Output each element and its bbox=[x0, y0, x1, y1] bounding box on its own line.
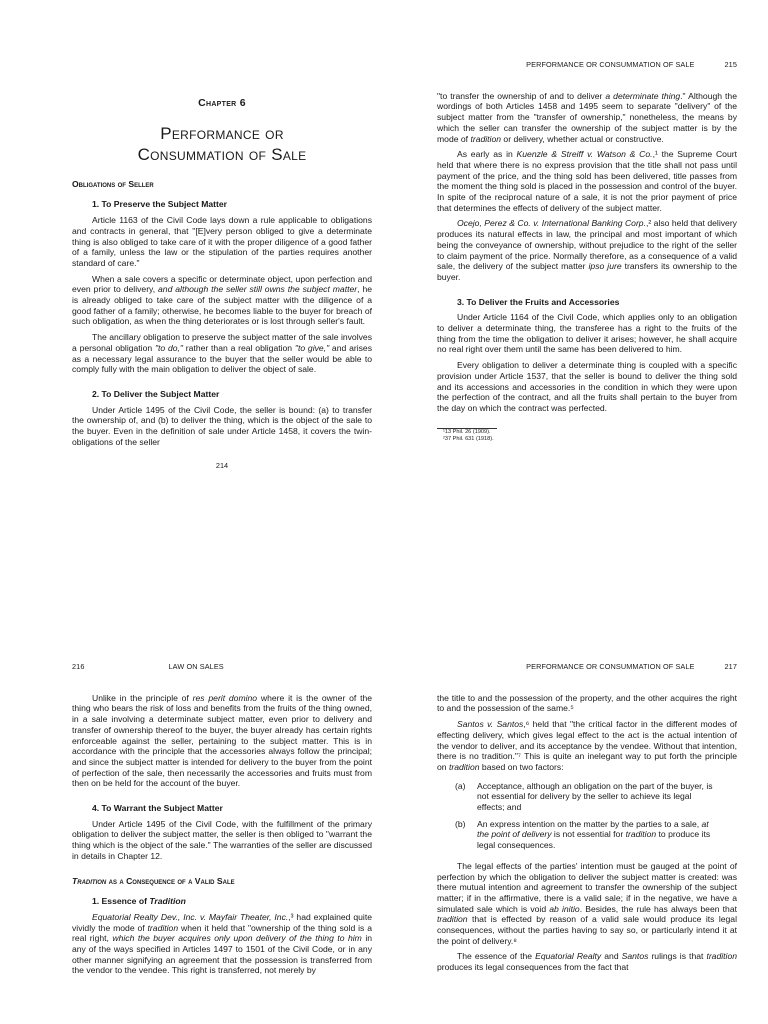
running-head-title: LAW ON SALES bbox=[168, 662, 224, 671]
list-item-text: An express intention on the matter by the parties to a sale, at the point of delivery is not essential for tradition to produce its legal consequences. bbox=[477, 818, 711, 851]
paragraph: Under Article 1495 of the Civil Code, with the fulfillment of the primary obligation to deliver the subject matter, the seller is then obliged to "warrant the thing which is the object of the sale." The warranties of the seller are discussed in details in Chapter 12. bbox=[72, 818, 373, 861]
paragraph: Santos v. Santos,⁶ held that "the critical factor in the different modes of effecting delivery, which gives legal effect to the act is the actual intention of the vendor to deliver, and its acceptance by the vendee. Without that intention, there is no tradition."⁷ This is quite an inelegant way to put forth the principle on tradition based on two factors: bbox=[437, 719, 737, 772]
paragraph: The ancillary obligation to preserve the subject matter of the sale involves a personal obligation "to do," rather than a real obligation "to give," and arises as a necessary legal assurance to the buyer that the seller would be able to comply fully with the main obligation to deliver the object of sale. bbox=[72, 332, 372, 375]
running-head bbox=[437, 662, 737, 673]
page-214 bbox=[72, 60, 372, 472]
page-216 bbox=[72, 662, 372, 976]
paragraph: the title to and the possession of the property, and the other acquires the right to and the possession of the same.⁵ bbox=[437, 692, 737, 714]
page-number: 215 bbox=[724, 60, 737, 69]
subsection-heading: 3. To Deliver the Fruits and Accessories bbox=[457, 296, 620, 307]
subsection-heading: 4. To Warrant the Subject Matter bbox=[92, 803, 223, 814]
paragraph: Under Article 1495 of the Civil Code, the seller is bound: (a) to transfer the ownership of, and (b) to deliver the thing, which is the object of the sale to the buyer. Even in the definition of sale under Article 1458, it covers the twin-obligations of the seller bbox=[72, 404, 372, 447]
footnote: ²37 Phil. 631 (1918). bbox=[443, 435, 494, 442]
subsection-heading: 2. To Deliver the Subject Matter bbox=[92, 388, 220, 399]
subsection-heading: 1. Essence of Tradition bbox=[92, 896, 186, 907]
page-number: 217 bbox=[724, 662, 737, 671]
footnote: ¹13 Phil. 26 (1909). bbox=[443, 428, 491, 435]
paragraph: Unlike in the principle of res perit domino where it is the owner of the thing who bears the risk of loss and benefits from the fruits of the thing owned, in a sale involving a determinate subject matter, even prior to delivery and transfer of ownership thereof to the buyer, the buyer already has certain rights enforceable against the seller, pertaining to the subject matter. This is in accordance with the principle that the accessories always follow the principal; and since the subject matter is intended for delivery to the buyer from the point of perfection of the sale, then necessarily the accessories and fruits must from then on be held for the account of the buyer. bbox=[72, 692, 373, 789]
list-item bbox=[455, 819, 737, 851]
section-heading: Tradition as a Consequence of a Valid Sale bbox=[72, 875, 235, 886]
list-marker: (a) bbox=[455, 780, 466, 791]
paragraph: "to transfer the ownership of and to deliver a determinate thing." Although the wordings of both Articles 1458 and 1495 seem to separate "delivery" of the subject matter from the "transfer of ownership," nonetheless, the means by which the seller can transfer the ownership of the subject matter is by the mode of tradition or delivery, whether actual or constructive. bbox=[437, 90, 737, 144]
section-heading: Obligations of Seller bbox=[72, 178, 154, 189]
subsection-heading: 1. To Preserve the Subject Matter bbox=[92, 199, 227, 210]
paragraph: Under Article 1164 of the Civil Code, which applies only to an obligation to deliver a determinate thing, the transferee has a right to the fruits of the thing from the time the obligation to deliver it arises; however, he shall acquire no real right over them until the same has been delivered to him. bbox=[437, 312, 737, 355]
paragraph: The essence of the Equatorial Realty and Santos rulings is that tradition produces its legal consequences from the fact that bbox=[437, 951, 738, 973]
list-item bbox=[455, 781, 737, 813]
chapter-title-line-2: Consummation of Sale bbox=[137, 144, 307, 164]
list-marker: (b) bbox=[455, 818, 466, 829]
chapter-title bbox=[72, 123, 372, 165]
running-head bbox=[437, 60, 737, 71]
page-number: 214 bbox=[215, 461, 229, 471]
paragraph: The legal effects of the parties' intention must be gauged at the point of perfection by which the obligation to deliver the subject matter is created: was there mutual intention and agreement to transfer the ownership of the subject matter; if in the affirmative, there is a valid sale; if in the negative, we have a simulated sale which is void ab initio. Besides, the rule has always been that tradition that is effected by reason of a valid sale would produce its legal consequences, without the parties having to say so, or particularly intend it at the point of delivery.⁸ bbox=[437, 860, 737, 946]
paragraph: Every obligation to deliver a determinate thing is coupled with a specific provision under Article 1537, that the seller is bound to deliver the thing sold and its accessions and accessories in the condition in which they were upon the perfection of the contract, and all the fruits shall pertain to the buyer from the day on which the contract was perfected. bbox=[437, 360, 737, 413]
chapter-label: Chapter 6 bbox=[198, 97, 246, 109]
running-head-title: PERFORMANCE OR CONSUMMATION OF SALE bbox=[526, 60, 695, 69]
paragraph: When a sale covers a specific or determinate object, upon perfection and even prior to delivery, and although the seller still owns the subject matter, he is already obliged to take care of the subject matter with the diligence of a good father of a family; otherwise, he becomes liable to the buyer for breach of such obligation, as when the thing deteriorates or is lost through seller's fault. bbox=[72, 273, 373, 327]
enumerated-list bbox=[455, 781, 737, 851]
running-head bbox=[72, 662, 372, 673]
page-217 bbox=[437, 662, 737, 973]
chapter-title-line-1: Performance or bbox=[160, 123, 284, 143]
paragraph: Article 1163 of the Civil Code lays down a rule applicable to obligations and contracts in general, that "[E]very person obliged to give a determinate thing is also obliged to take care of it with the proper diligence of a good father of a family, unless the law or the stipulation of the parties requires another standard of care." bbox=[72, 215, 372, 268]
page-number: 216 bbox=[72, 662, 85, 671]
paragraph: As early as in Kuenzle & Streiff v. Watson & Co.,¹ the Supreme Court held that where there is no express provision that the title shall not pass until payment of the price, and the thing sold has been delivered, title passes from the moment the thing sold is placed in the possession and control of the buyer. In spite of the reciprocal nature of a sale, it is not the prior payment of price that determines the effects of delivery of the subject matter. bbox=[437, 149, 737, 213]
paragraph: Equatorial Realty Dev., Inc. v. Mayfair Theater, Inc.,³ had explained quite vividly the mode of tradition when it held that "ownership of the thing sold is a real right, which the buyer acquires only upon delivery of the thing to him in any of the ways specified in Articles 1497 to 1501 of the Civil Code, or in any other manner signifying an agreement that the possession is transferred from the vendor to the vendee. This right is transferred, not merely by bbox=[72, 911, 373, 976]
list-item-text: Acceptance, although an obligation on the part of the buyer, is not essential for delivery by the seller to achieve its legal effects; and bbox=[477, 780, 713, 813]
paragraph: Ocejo, Perez & Co. v. International Banking Corp.,² also held that delivery produces its natural effects in law, the principal and most important of which being the conveyance of ownership, without prejudice to the right of the seller to claim payment of the price. Normally therefore, as a consequence of a valid sale, the delivery of the subject matter ipso jure transfers its ownership to the buyer. bbox=[437, 218, 738, 282]
page-215 bbox=[437, 60, 737, 443]
running-head-title: PERFORMANCE OR CONSUMMATION OF SALE bbox=[526, 662, 695, 671]
